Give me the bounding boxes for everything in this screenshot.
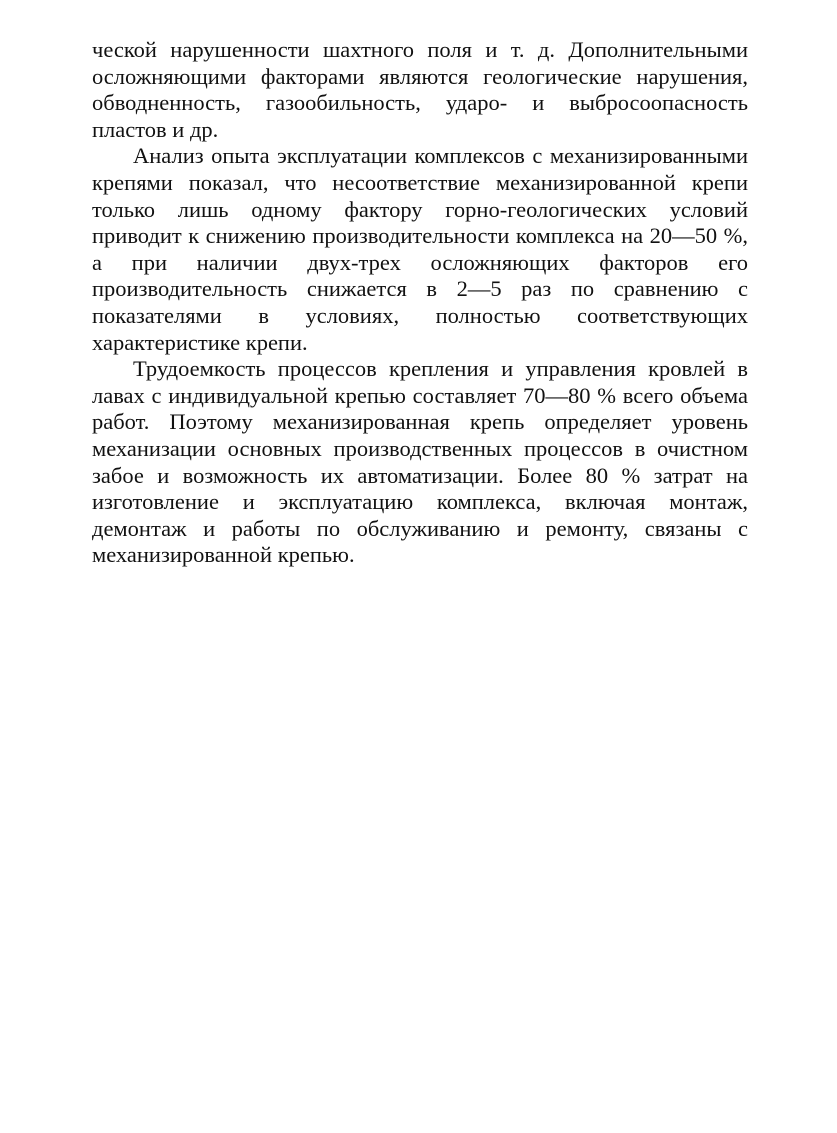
document-page — [92, 37, 748, 569]
paragraph-continuation: ческой нарушенности шахтного поля и т. д. Дополнительными осложняющими факторами являются геологические нарушения, обводненность, газообильность, ударо- и выбросоопасность пластов и др. — [92, 37, 748, 142]
paragraph-complex-analysis: Анализ опыта эксплуатации комплексов с механизированными крепями показал, что несоответствие механизированной крепи только лишь одному фактору горно-геологических условий приводит к снижению производительности комплекса на 20—50 %, а при наличии двух-трех осложняющих факторов его производительность снижается в 2—5 раз по сравнению с показателями в условиях, полностью соответствующих характеристике крепи. — [92, 143, 748, 355]
paragraph-labor-intensity: Трудоемкость процессов крепления и управления кровлей в лавах с индивидуальной крепью составляет 70—80 % всего объема работ. Поэтому механизированная крепь определяет уровень механизации основных производственных процессов в очистном забое и возможность их автоматизации. Более 80 % затрат на изготовление и эксплуатацию комплекса, включая монтаж, демонтаж и работы по обслуживанию и ремонту, связаны с механизированной крепью. — [92, 356, 748, 568]
